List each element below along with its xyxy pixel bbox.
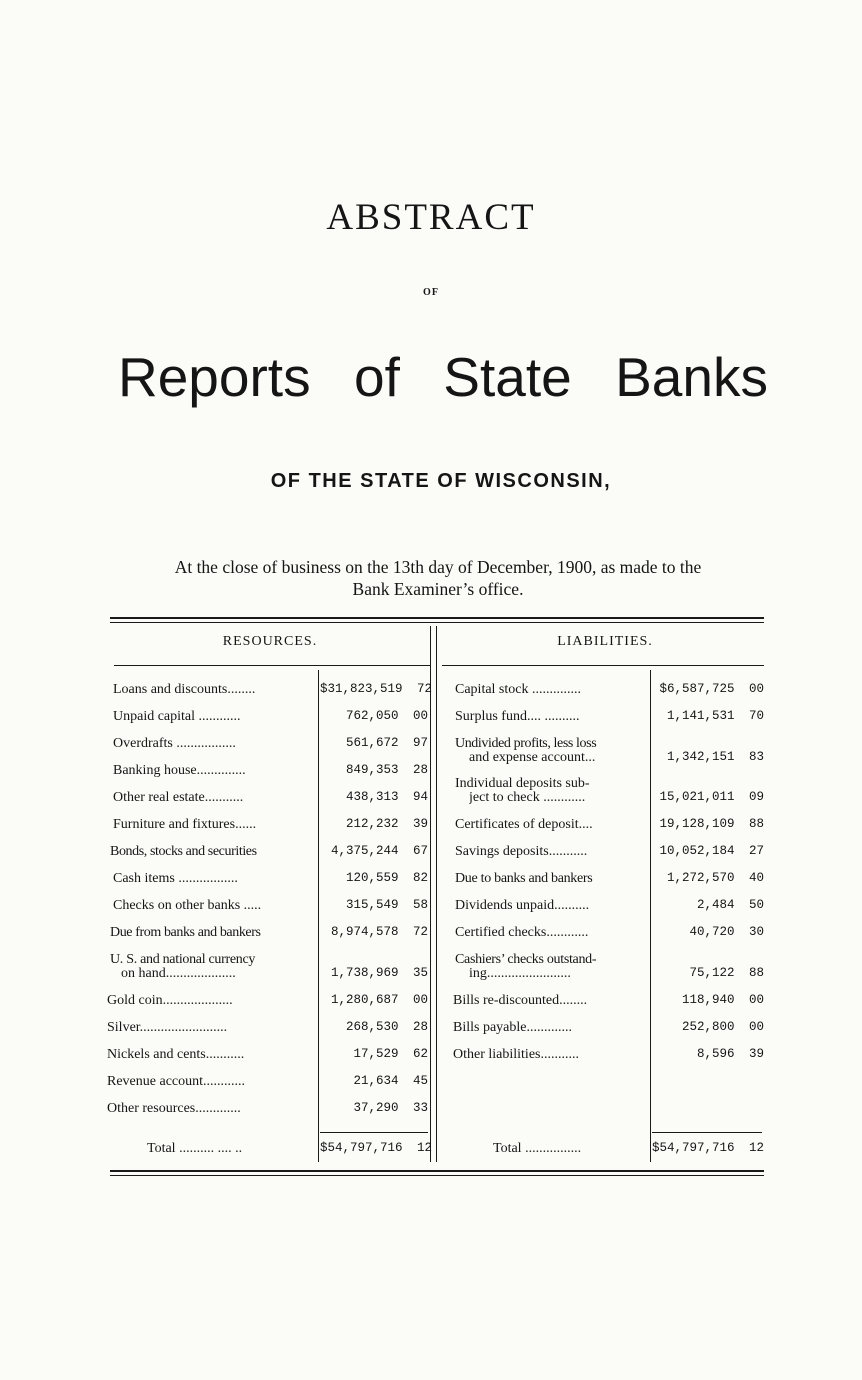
row-label: Other liabilities........... xyxy=(453,1047,579,1062)
row-label: Due to banks and bankers xyxy=(455,871,593,886)
row-amount: 10,052,184 27 xyxy=(659,844,764,858)
row-label: Dividends unpaid.......... xyxy=(455,898,590,913)
title-word: Reports xyxy=(118,346,311,408)
row-label: Gold coin.................... xyxy=(107,993,233,1008)
main-title xyxy=(118,344,768,410)
resources-amount-divider xyxy=(318,670,319,1162)
row-amount: 37,290 33 xyxy=(353,1101,428,1115)
row-label: Undivided profits, less loss xyxy=(455,736,597,751)
row-amount: 8,974,578 72 xyxy=(330,925,428,939)
total-overline xyxy=(320,1132,428,1133)
center-divider xyxy=(430,626,431,1162)
row-label: Overdrafts ................. xyxy=(113,736,236,751)
row-label: Checks on other banks ..... xyxy=(113,898,262,913)
intro-line: At the close of business on the 13th day of December, 1900, as made to the xyxy=(174,557,702,577)
total-label: Total .......... .... .. xyxy=(147,1141,243,1156)
top-rule xyxy=(110,617,764,619)
subtitle: OF THE STATE OF WISCONSIN, xyxy=(270,470,612,492)
heading-of: OF xyxy=(423,287,439,298)
row-amount: 19,128,109 88 xyxy=(659,817,764,831)
row-label: Bonds, stocks and securities xyxy=(110,844,257,859)
row-amount: 315,549 58 xyxy=(345,898,428,912)
heading-abstract: ABSTRACT xyxy=(326,197,536,238)
row-label: Nickels and cents........... xyxy=(107,1047,245,1062)
row-amount: 75,122 88 xyxy=(689,966,764,980)
title-word: Banks xyxy=(615,346,768,408)
row-label-continued: ing........................ xyxy=(469,966,571,981)
row-label: Revenue account............ xyxy=(107,1074,246,1089)
total-amount: $54,797,716 12 xyxy=(320,1141,433,1155)
row-amount: 212,232 39 xyxy=(345,817,428,831)
row-label: Bills payable............. xyxy=(453,1020,572,1035)
row-label: Certified checks............ xyxy=(455,925,589,940)
row-label: Silver......................... xyxy=(107,1020,228,1035)
row-label-continued: ject to check ............ xyxy=(469,790,586,805)
row-label: Individual deposits sub- xyxy=(455,776,590,791)
row-amount: 8,596 39 xyxy=(696,1047,764,1061)
row-amount: 561,672 97 xyxy=(345,736,428,750)
row-label: Loans and discounts........ xyxy=(113,682,256,697)
bottom-rule-thin xyxy=(110,1175,764,1176)
row-amount: 252,800 00 xyxy=(681,1020,764,1034)
row-amount: 21,634 45 xyxy=(353,1074,428,1088)
row-label: Cashiers’ checks outstand- xyxy=(455,952,597,967)
row-amount: 4,375,244 67 xyxy=(330,844,428,858)
row-label: Cash items ................. xyxy=(113,871,238,886)
row-amount: 40,720 30 xyxy=(689,925,764,939)
row-label: Savings deposits........... xyxy=(455,844,588,859)
row-label: Due from banks and bankers xyxy=(110,925,261,940)
row-amount: 1,342,151 83 xyxy=(666,750,764,764)
row-label: Unpaid capital ............ xyxy=(113,709,241,724)
row-label: Capital stock .............. xyxy=(455,682,581,697)
row-amount: 1,272,570 40 xyxy=(666,871,764,885)
row-amount: $6,587,725 00 xyxy=(659,682,764,696)
row-amount: 268,530 28 xyxy=(345,1020,428,1034)
row-label: Furniture and fixtures...... xyxy=(113,817,257,832)
row-amount: 438,313 94 xyxy=(345,790,428,804)
liabilities-header: LIABILITIES. xyxy=(557,634,653,649)
row-label: Other resources............. xyxy=(107,1101,241,1116)
row-amount: $31,823,519 72 xyxy=(320,682,433,696)
resources-header: RESOURCES. xyxy=(222,634,318,649)
intro-line: Bank Examiner’s office. xyxy=(352,579,524,599)
row-amount: 120,559 82 xyxy=(345,871,428,885)
row-label: Bills re-discounted........ xyxy=(453,993,588,1008)
row-label-continued: and expense account... xyxy=(469,750,596,765)
total-overline xyxy=(652,1132,762,1133)
row-amount: 15,021,011 09 xyxy=(659,790,764,804)
total-label: Total ................ xyxy=(493,1141,582,1156)
center-divider xyxy=(436,626,437,1162)
row-label: Certificates of deposit.... xyxy=(455,817,593,832)
row-label: Surplus fund.... .......... xyxy=(455,709,580,724)
bottom-rule xyxy=(110,1170,764,1172)
row-label-continued: on hand.................... xyxy=(121,966,236,981)
row-amount: 17,529 62 xyxy=(353,1047,428,1061)
liabilities-amount-divider xyxy=(650,670,651,1162)
row-amount: 2,484 50 xyxy=(696,898,764,912)
row-amount: 1,141,531 70 xyxy=(666,709,764,723)
row-amount: 1,738,969 35 xyxy=(330,966,428,980)
top-rule-thin xyxy=(110,622,764,623)
row-label: U. S. and national currency xyxy=(110,952,256,967)
row-amount: 118,940 00 xyxy=(681,993,764,1007)
row-label: Banking house.............. xyxy=(113,763,246,778)
header-underline xyxy=(114,665,430,666)
title-word: of xyxy=(354,346,400,408)
title-word: State xyxy=(443,346,572,408)
row-amount: 849,353 28 xyxy=(345,763,428,777)
row-amount: 1,280,687 00 xyxy=(330,993,428,1007)
header-underline xyxy=(442,665,764,666)
row-label: Other real estate........... xyxy=(113,790,244,805)
row-amount: 762,050 00 xyxy=(345,709,428,723)
intro-paragraph xyxy=(110,556,766,600)
total-amount: $54,797,716 12 xyxy=(652,1141,765,1155)
